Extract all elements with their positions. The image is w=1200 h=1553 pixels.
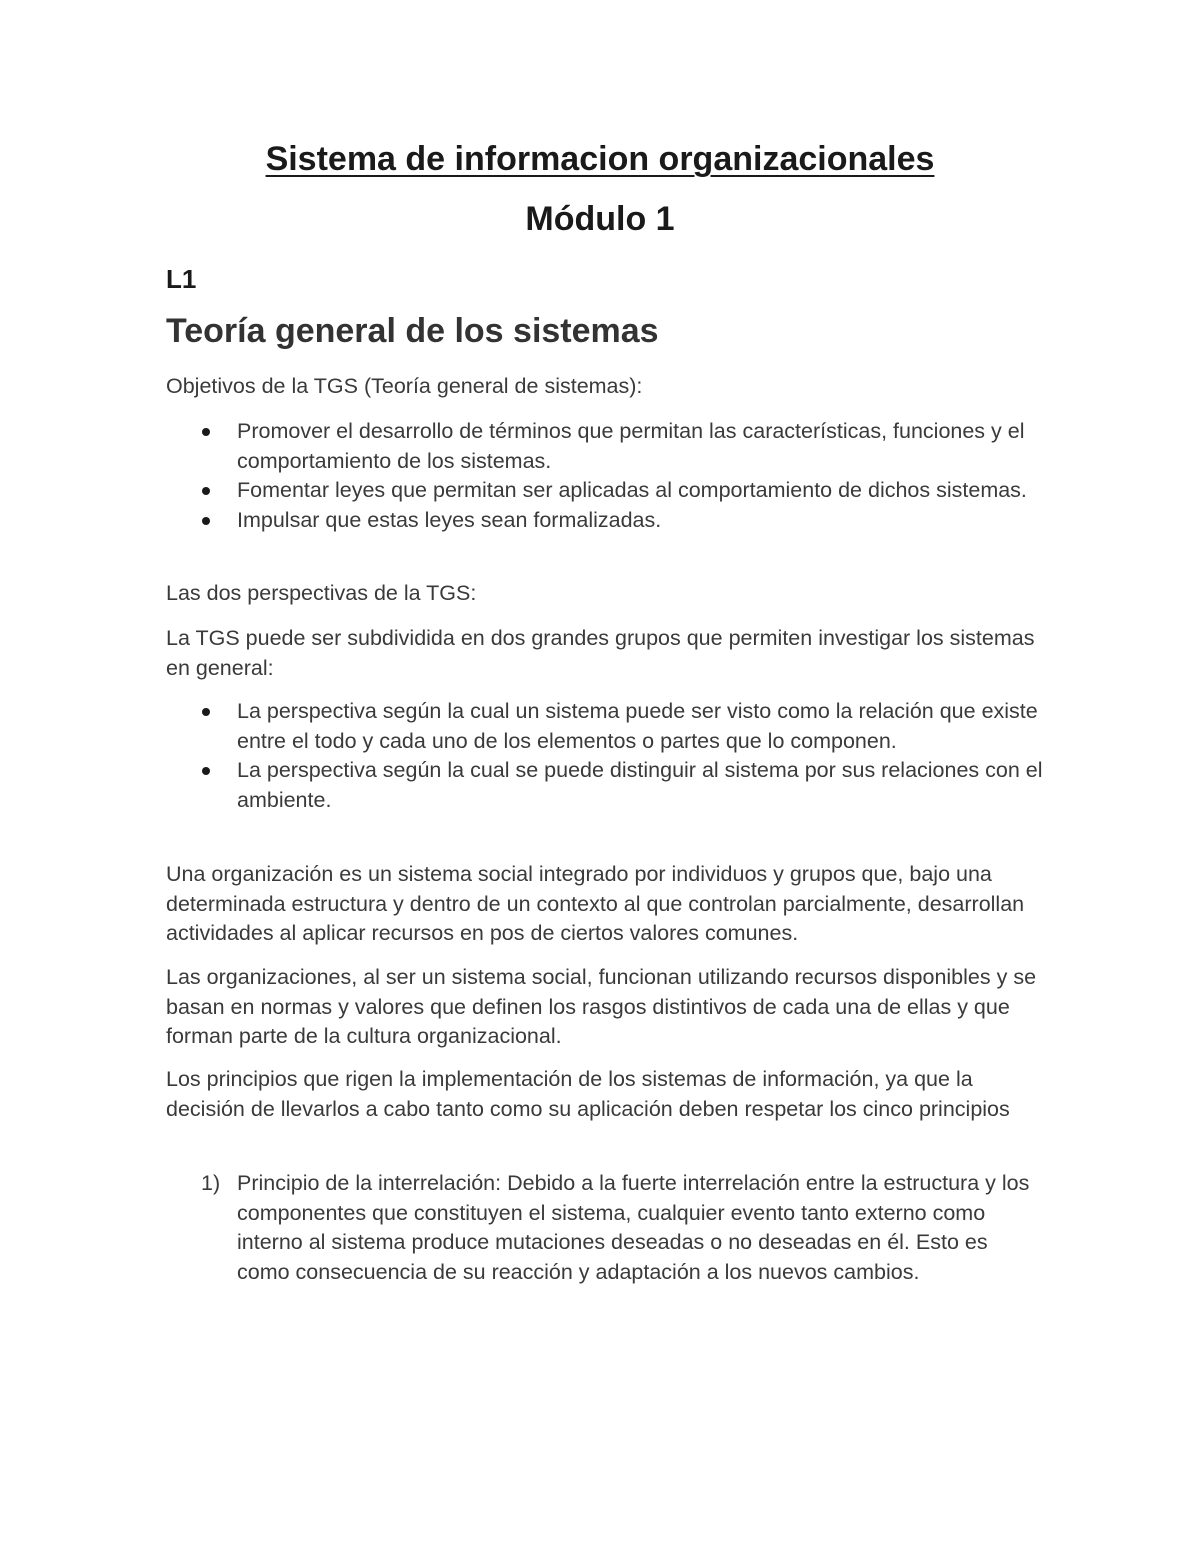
lesson-label: L1 [166, 264, 197, 294]
perspective-text: La perspectiva según la cual un sistema puede ser visto como la relación que existe entre el todo y cada uno de los elementos o partes que lo componen. [237, 699, 1038, 753]
module-heading: Módulo 1 [525, 200, 675, 238]
principle-text: Principio de la interrelación: Debido a la fuerte interrelación entre la estructura y los componentes que constituyen el sistema, cualquier evento tanto externo como interno al sistema produce mutaciones deseadas o no deseadas en él. Esto es como consecuencia de su reacción y adaptación a los nuevos cambios. [237, 1171, 1030, 1284]
list-item [166, 476, 1046, 506]
section-heading: Teoría general de los sistemas [166, 312, 659, 350]
perspectives-list [166, 697, 1046, 815]
bullet-icon [202, 708, 210, 716]
paragraph-principles: Los principios que rigen la implementación de los sistemas de información, ya que la decisión de llevarlos a cabo tanto como su aplicación deben respetar los cinco principios [166, 1067, 1010, 1121]
list-item [166, 697, 1046, 756]
objective-text: Fomentar leyes que permitan ser aplicadas al comportamiento de dichos sistemas. [237, 478, 1027, 502]
paragraph-organizations: Las organizaciones, al ser un sistema social, funcionan utilizando recursos disponibles y se basan en normas y valores que definen los rasgos distintivos de cada una de ellas y que forman parte de la cultura organizacional. [166, 965, 1037, 1048]
principles-list [166, 1169, 1046, 1287]
perspectives-intro: La TGS puede ser subdividida en dos grandes grupos que permiten investigar los sistemas en general: [166, 626, 1035, 680]
list-item [166, 1169, 1046, 1287]
document-title: Sistema de informacion organizacionales [265, 140, 935, 178]
list-item [166, 506, 1046, 536]
perspective-text: La perspectiva según la cual se puede distinguir al sistema por sus relaciones con el ambiente. [237, 758, 1043, 812]
bullet-icon [202, 517, 210, 525]
list-item [166, 756, 1046, 815]
objectives-intro: Objetivos de la TGS (Teoría general de sistemas): [166, 374, 643, 398]
list-item [166, 417, 1046, 476]
list-number: 1) [201, 1171, 221, 1195]
perspectives-heading: Las dos perspectivas de la TGS: [166, 581, 477, 605]
objective-text: Impulsar que estas leyes sean formalizadas. [237, 507, 662, 532]
paragraph-organization: Una organización es un sistema social integrado por individuos y grupos que, bajo una determinada estructura y dentro de un contexto al que controlan parcialmente, desarrollan actividades al aplicar recursos en pos de ciertos valores comunes. [166, 862, 1025, 945]
bullet-icon [202, 487, 210, 495]
bullet-icon [202, 767, 210, 775]
objective-text: Promover el desarrollo de términos que permitan las características, funciones y el comportamiento de los sistemas. [237, 419, 1025, 473]
bullet-icon [202, 428, 210, 436]
objectives-list [166, 417, 1046, 535]
